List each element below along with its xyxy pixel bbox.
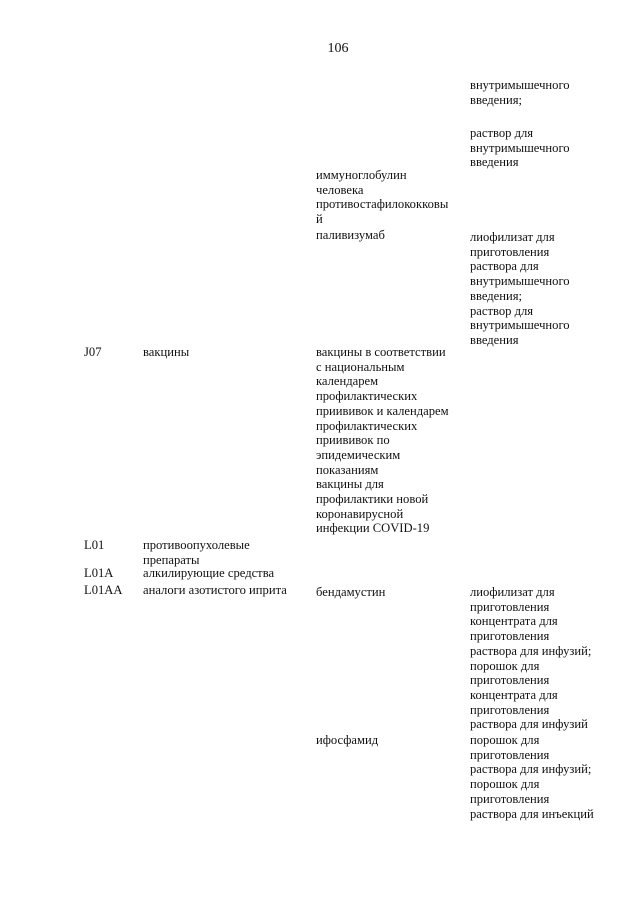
atc-group-cell: алкилирующие средства	[143, 566, 275, 580]
drug-name-cell: ифосфамид	[316, 733, 379, 747]
atc-code-cell: L01A	[84, 566, 114, 580]
dosage-form-cell: раствор для внутримышечного введения	[470, 126, 570, 170]
atc-code-cell: J07	[84, 345, 102, 359]
dosage-form-cell: внутримышечного введения;	[470, 78, 570, 107]
drug-name-cell: паливизумаб	[316, 228, 385, 242]
drug-name-cell: вакцины в соответствии с национальным календарем профилактических приививок и календарем профилактических приививок по эпидемическим показаниям вакцины для профилактики новой коронавирусной инфекции COVID-19	[316, 345, 449, 536]
atc-group-cell: вакцины	[143, 345, 190, 359]
atc-group-cell: аналоги азотистого иприта	[143, 583, 287, 597]
dosage-form-cell: лиофилизат для приготовления раствора для внутримышечного введения; раствор для внутримышечного введения	[470, 230, 570, 347]
drug-name-cell: бендамустин	[316, 585, 386, 599]
drug-name-cell: иммуноглобулин человека противостафилококковы й	[316, 168, 449, 227]
dosage-form-cell: лиофилизат для приготовления концентрата для приготовления раствора для инфузий; порошок для приготовления концентрата для приготовления раствора для инфузий	[470, 585, 592, 732]
atc-code-cell: L01	[84, 538, 105, 552]
dosage-form-cell: порошок для приготовления раствора для инфузий; порошок для приготовления раствора для инъекций	[470, 733, 594, 821]
page-number: 106	[327, 41, 349, 56]
atc-group-cell: противоопухолевые препараты	[143, 538, 250, 567]
atc-code-cell: L01AA	[84, 583, 123, 597]
